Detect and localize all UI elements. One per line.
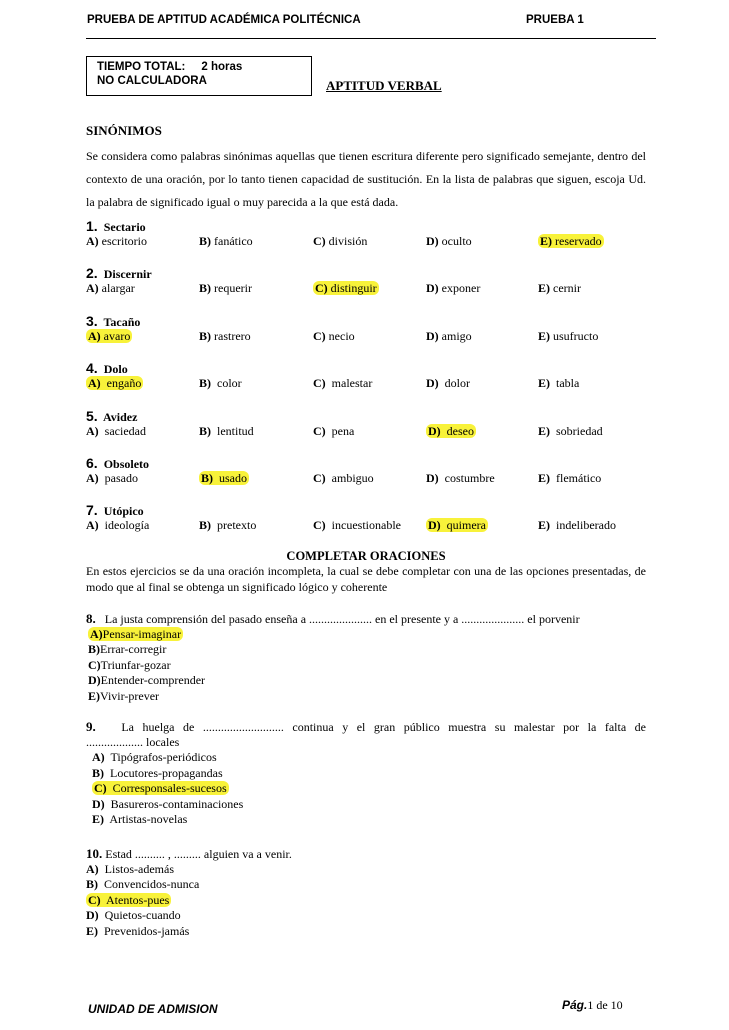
- option-letter: D): [426, 281, 439, 296]
- option-text: color: [211, 376, 242, 391]
- answer-option[interactable]: [86, 781, 646, 797]
- option-letter: C): [313, 471, 326, 485]
- header-divider: [86, 38, 656, 39]
- question-word: Tacaño: [97, 314, 141, 329]
- option-text: flemático: [550, 471, 602, 485]
- question-number: 5.: [86, 407, 98, 424]
- option-letter: C): [315, 281, 328, 296]
- answer-option[interactable]: [86, 627, 646, 643]
- page-label: Pág.: [562, 998, 588, 1012]
- option-text: usado: [213, 471, 247, 485]
- answer-option[interactable]: [199, 281, 252, 296]
- option-letter: A): [86, 423, 99, 438]
- answer-option[interactable]: [426, 518, 488, 533]
- question-number: 10.: [86, 846, 103, 861]
- complete-intro: En estos ejercicios se da una oración incompleta, la cual se debe completar con una de las opciones presentadas, de modo que al final se obtenga un significado lógico y coherente: [86, 564, 646, 594]
- calculator-note: NO CALCULADORA: [97, 75, 207, 87]
- option-letter: E): [538, 423, 550, 438]
- option-letter: D): [88, 673, 101, 687]
- answer-option[interactable]: [86, 234, 147, 249]
- option-text: usufructo: [550, 328, 599, 343]
- answer-option[interactable]: [86, 518, 149, 533]
- option-letter: D): [92, 796, 105, 811]
- answer-option[interactable]: [86, 329, 132, 344]
- answer-option[interactable]: [313, 424, 354, 439]
- option-text: Triunfar-gozar: [100, 657, 171, 672]
- option-text: dolor: [438, 376, 471, 391]
- question-word: Avidez: [97, 409, 138, 424]
- option-text: costumbre: [438, 471, 495, 485]
- option-text: Listos-además: [98, 861, 174, 876]
- answer-option[interactable]: [86, 658, 646, 674]
- answer-option[interactable]: [86, 766, 646, 782]
- footer-page-number: [562, 998, 623, 1013]
- option-letter: A): [86, 234, 99, 248]
- option-text: requerir: [211, 281, 252, 296]
- option-text: Locutores-propagandas: [104, 765, 223, 780]
- question-stem: [86, 611, 646, 627]
- question-text: La justa comprensión del pasado enseña a ..................... en el presente y a ..................... el porvenir: [104, 612, 580, 626]
- option-letter: E): [538, 518, 550, 533]
- option-text: tabla: [550, 376, 580, 391]
- option-text: Pensar-imaginar: [102, 626, 182, 641]
- question-stem: [86, 719, 646, 735]
- option-text: Prevenidos-jamás: [98, 923, 190, 938]
- synonyms-title: SINÓNIMOS: [86, 123, 162, 138]
- answer-option[interactable]: [538, 329, 598, 344]
- question-title: [86, 218, 146, 235]
- answer-option[interactable]: [199, 471, 249, 486]
- page-value: 1 de 10: [587, 998, 623, 1012]
- time-value: 2 horas: [201, 61, 243, 73]
- option-letter: E): [538, 376, 550, 391]
- answer-option[interactable]: [426, 376, 470, 391]
- option-text: división: [325, 234, 368, 248]
- option-text: Quietos-cuando: [98, 908, 181, 922]
- option-letter: D): [426, 328, 439, 343]
- option-text: necio: [325, 328, 355, 343]
- option-text: fanático: [211, 234, 253, 248]
- answer-option[interactable]: [86, 281, 135, 296]
- option-letter: B): [199, 281, 211, 296]
- time-box: [86, 56, 312, 96]
- question-number: 9.: [86, 719, 96, 734]
- question-title: [86, 360, 128, 377]
- option-text: avaro: [100, 328, 131, 343]
- option-text: Entender-comprender: [100, 673, 206, 687]
- question-word: Dolo: [97, 362, 128, 377]
- question-stem-continued: ................... locales: [86, 734, 180, 749]
- question-title: [86, 313, 140, 330]
- option-letter: B): [199, 423, 211, 438]
- option-letter: A): [88, 376, 101, 391]
- answer-option[interactable]: [86, 812, 646, 828]
- option-letter: E): [92, 812, 104, 826]
- answer-option[interactable]: [86, 642, 646, 658]
- question-number: 3.: [86, 312, 98, 329]
- question-number: 8.: [86, 611, 96, 626]
- answer-option[interactable]: [426, 329, 472, 344]
- answer-option[interactable]: [199, 234, 253, 249]
- answer-option[interactable]: [313, 329, 355, 344]
- question-8: [86, 611, 646, 704]
- option-letter: B): [199, 518, 211, 533]
- question-text: La huelga de ........................... continua y el gran público muestra su malestar por la falta de: [121, 720, 646, 734]
- option-text: escritorio: [98, 234, 147, 248]
- answer-option[interactable]: [313, 518, 401, 533]
- option-text: Vivir-prever: [100, 688, 160, 703]
- answer-option[interactable]: [538, 424, 603, 439]
- answer-option[interactable]: [86, 750, 646, 766]
- answer-option[interactable]: [86, 893, 646, 909]
- question-word: Sectario: [97, 220, 146, 234]
- answer-option[interactable]: [313, 234, 367, 249]
- option-text: deseo: [440, 423, 474, 438]
- complete-title: COMPLETAR ORACIONES: [286, 549, 446, 563]
- synonyms-intro: Se considera como palabras sinónimas aquellas que tienen escritura diferente pero significado semejante, dentro del contexto de una oración, por lo tanto tienen capacidad de sustitución. En la lista de palabras que siguen, escoja Ud. la palabra de significado igual o muy parecida a la que está dada.: [86, 149, 646, 209]
- option-text: distinguir: [327, 281, 377, 296]
- option-letter: A): [90, 626, 103, 641]
- answer-option[interactable]: [86, 673, 646, 689]
- option-text: rastrero: [211, 328, 251, 343]
- option-letter: E): [86, 923, 98, 938]
- answer-option[interactable]: [199, 376, 242, 391]
- option-letter: C): [88, 892, 101, 907]
- option-letter: A): [86, 281, 99, 296]
- option-text: malestar: [325, 376, 373, 391]
- answer-option[interactable]: [86, 424, 146, 439]
- answer-option[interactable]: [313, 376, 372, 391]
- question-number: 7.: [86, 502, 98, 519]
- option-text: quimera: [440, 518, 486, 533]
- answer-option[interactable]: [313, 471, 374, 486]
- option-letter: C): [313, 376, 326, 391]
- option-letter: C): [313, 328, 326, 343]
- answer-option[interactable]: [86, 862, 646, 878]
- answer-option[interactable]: [86, 924, 646, 940]
- option-letter: C): [88, 657, 101, 672]
- question-10: [86, 846, 646, 939]
- answer-option[interactable]: [426, 234, 472, 249]
- option-letter: E): [538, 328, 550, 343]
- question-title: [86, 455, 149, 472]
- question-text: Estad .......... , ......... alguien va a venir.: [105, 847, 292, 861]
- option-text: Errar-corregir: [100, 642, 167, 656]
- option-text: saciedad: [98, 423, 146, 438]
- option-text: sobriedad: [550, 423, 603, 438]
- question-title: [86, 408, 137, 425]
- option-text: pretexto: [211, 518, 257, 533]
- option-letter: A): [86, 861, 99, 876]
- option-text: incuestionable: [325, 518, 401, 533]
- question-number: 6.: [86, 455, 98, 471]
- question-number: 1.: [86, 218, 98, 234]
- section-title: APTITUD VERBAL: [326, 78, 442, 93]
- option-letter: D): [428, 423, 441, 438]
- time-label: TIEMPO TOTAL:: [97, 61, 186, 73]
- answer-option[interactable]: [86, 689, 646, 705]
- option-text: engaño: [100, 376, 142, 391]
- option-text: amigo: [438, 328, 472, 343]
- option-text: reservado: [552, 234, 602, 248]
- option-letter: D): [426, 471, 439, 485]
- question-9: [86, 719, 646, 828]
- option-letter: B): [86, 877, 98, 891]
- option-letter: D): [86, 908, 99, 922]
- answer-option[interactable]: [538, 281, 581, 296]
- question-options: [86, 750, 646, 828]
- option-text: oculto: [438, 234, 472, 248]
- question-options: [86, 862, 646, 940]
- option-text: Corresponsales-sucesos: [106, 781, 227, 795]
- question-title: [86, 265, 152, 282]
- option-letter: B): [199, 376, 211, 391]
- option-letter: B): [88, 642, 100, 656]
- option-text: lentitud: [211, 423, 254, 438]
- option-letter: A): [88, 328, 101, 343]
- header-test-number: PRUEBA 1: [526, 14, 584, 26]
- option-text: Convencidos-nunca: [98, 877, 200, 891]
- option-text: Basureros-contaminaciones: [104, 796, 244, 811]
- option-letter: A): [92, 750, 105, 764]
- answer-option[interactable]: [426, 424, 476, 439]
- option-letter: E): [88, 688, 100, 703]
- option-text: indeliberado: [550, 518, 616, 533]
- option-text: Tipógrafos-periódicos: [104, 750, 217, 764]
- header-title: PRUEBA DE APTITUD ACADÉMICA POLITÉCNICA: [87, 14, 361, 26]
- option-text: pena: [325, 423, 355, 438]
- option-letter: D): [426, 376, 439, 391]
- answer-option[interactable]: [199, 424, 254, 439]
- option-letter: D): [426, 234, 439, 248]
- option-letter: C): [313, 518, 326, 533]
- footer-unit: UNIDAD DE ADMISION: [88, 1002, 218, 1016]
- option-text: ideología: [98, 518, 150, 533]
- question-number: 4.: [86, 360, 98, 377]
- answer-option[interactable]: [313, 281, 379, 296]
- option-letter: A): [86, 471, 99, 485]
- option-text: Atentos-pues: [100, 892, 170, 907]
- answer-option[interactable]: [538, 376, 579, 391]
- option-text: exponer: [438, 281, 481, 296]
- option-letter: C): [313, 423, 326, 438]
- question-word: Obsoleto: [97, 457, 150, 471]
- option-letter: A): [86, 518, 99, 533]
- answer-option[interactable]: [199, 518, 256, 533]
- option-letter: E): [540, 234, 552, 248]
- answer-option[interactable]: [86, 471, 138, 486]
- answer-option[interactable]: [538, 518, 616, 533]
- answer-option[interactable]: [86, 908, 646, 924]
- question-options: [86, 627, 646, 705]
- option-text: ambiguo: [325, 471, 374, 485]
- question-stem: [86, 846, 646, 862]
- option-letter: B): [199, 328, 211, 343]
- option-letter: D): [428, 518, 441, 533]
- option-letter: C): [313, 234, 326, 248]
- option-letter: B): [201, 471, 213, 485]
- option-text: pasado: [98, 471, 138, 485]
- option-text: cernir: [550, 281, 581, 296]
- answer-option[interactable]: [426, 281, 480, 296]
- option-text: alargar: [98, 281, 135, 296]
- option-letter: E): [538, 471, 550, 485]
- answer-option[interactable]: [538, 471, 601, 486]
- answer-option[interactable]: [199, 329, 251, 344]
- question-word: Discernir: [97, 267, 152, 282]
- option-letter: B): [92, 765, 104, 780]
- option-text: Artistas-novelas: [104, 812, 188, 826]
- answer-option[interactable]: [538, 234, 604, 249]
- answer-option[interactable]: [86, 797, 646, 813]
- answer-option[interactable]: [86, 877, 646, 893]
- option-letter: B): [199, 234, 211, 248]
- option-letter: E): [538, 281, 550, 296]
- question-word: Utópico: [97, 504, 144, 519]
- option-letter: C): [94, 781, 107, 795]
- answer-option[interactable]: [426, 471, 495, 486]
- time-line: [97, 61, 242, 73]
- answer-option[interactable]: [86, 376, 143, 391]
- question-number: 2.: [86, 265, 98, 282]
- question-title: [86, 502, 144, 519]
